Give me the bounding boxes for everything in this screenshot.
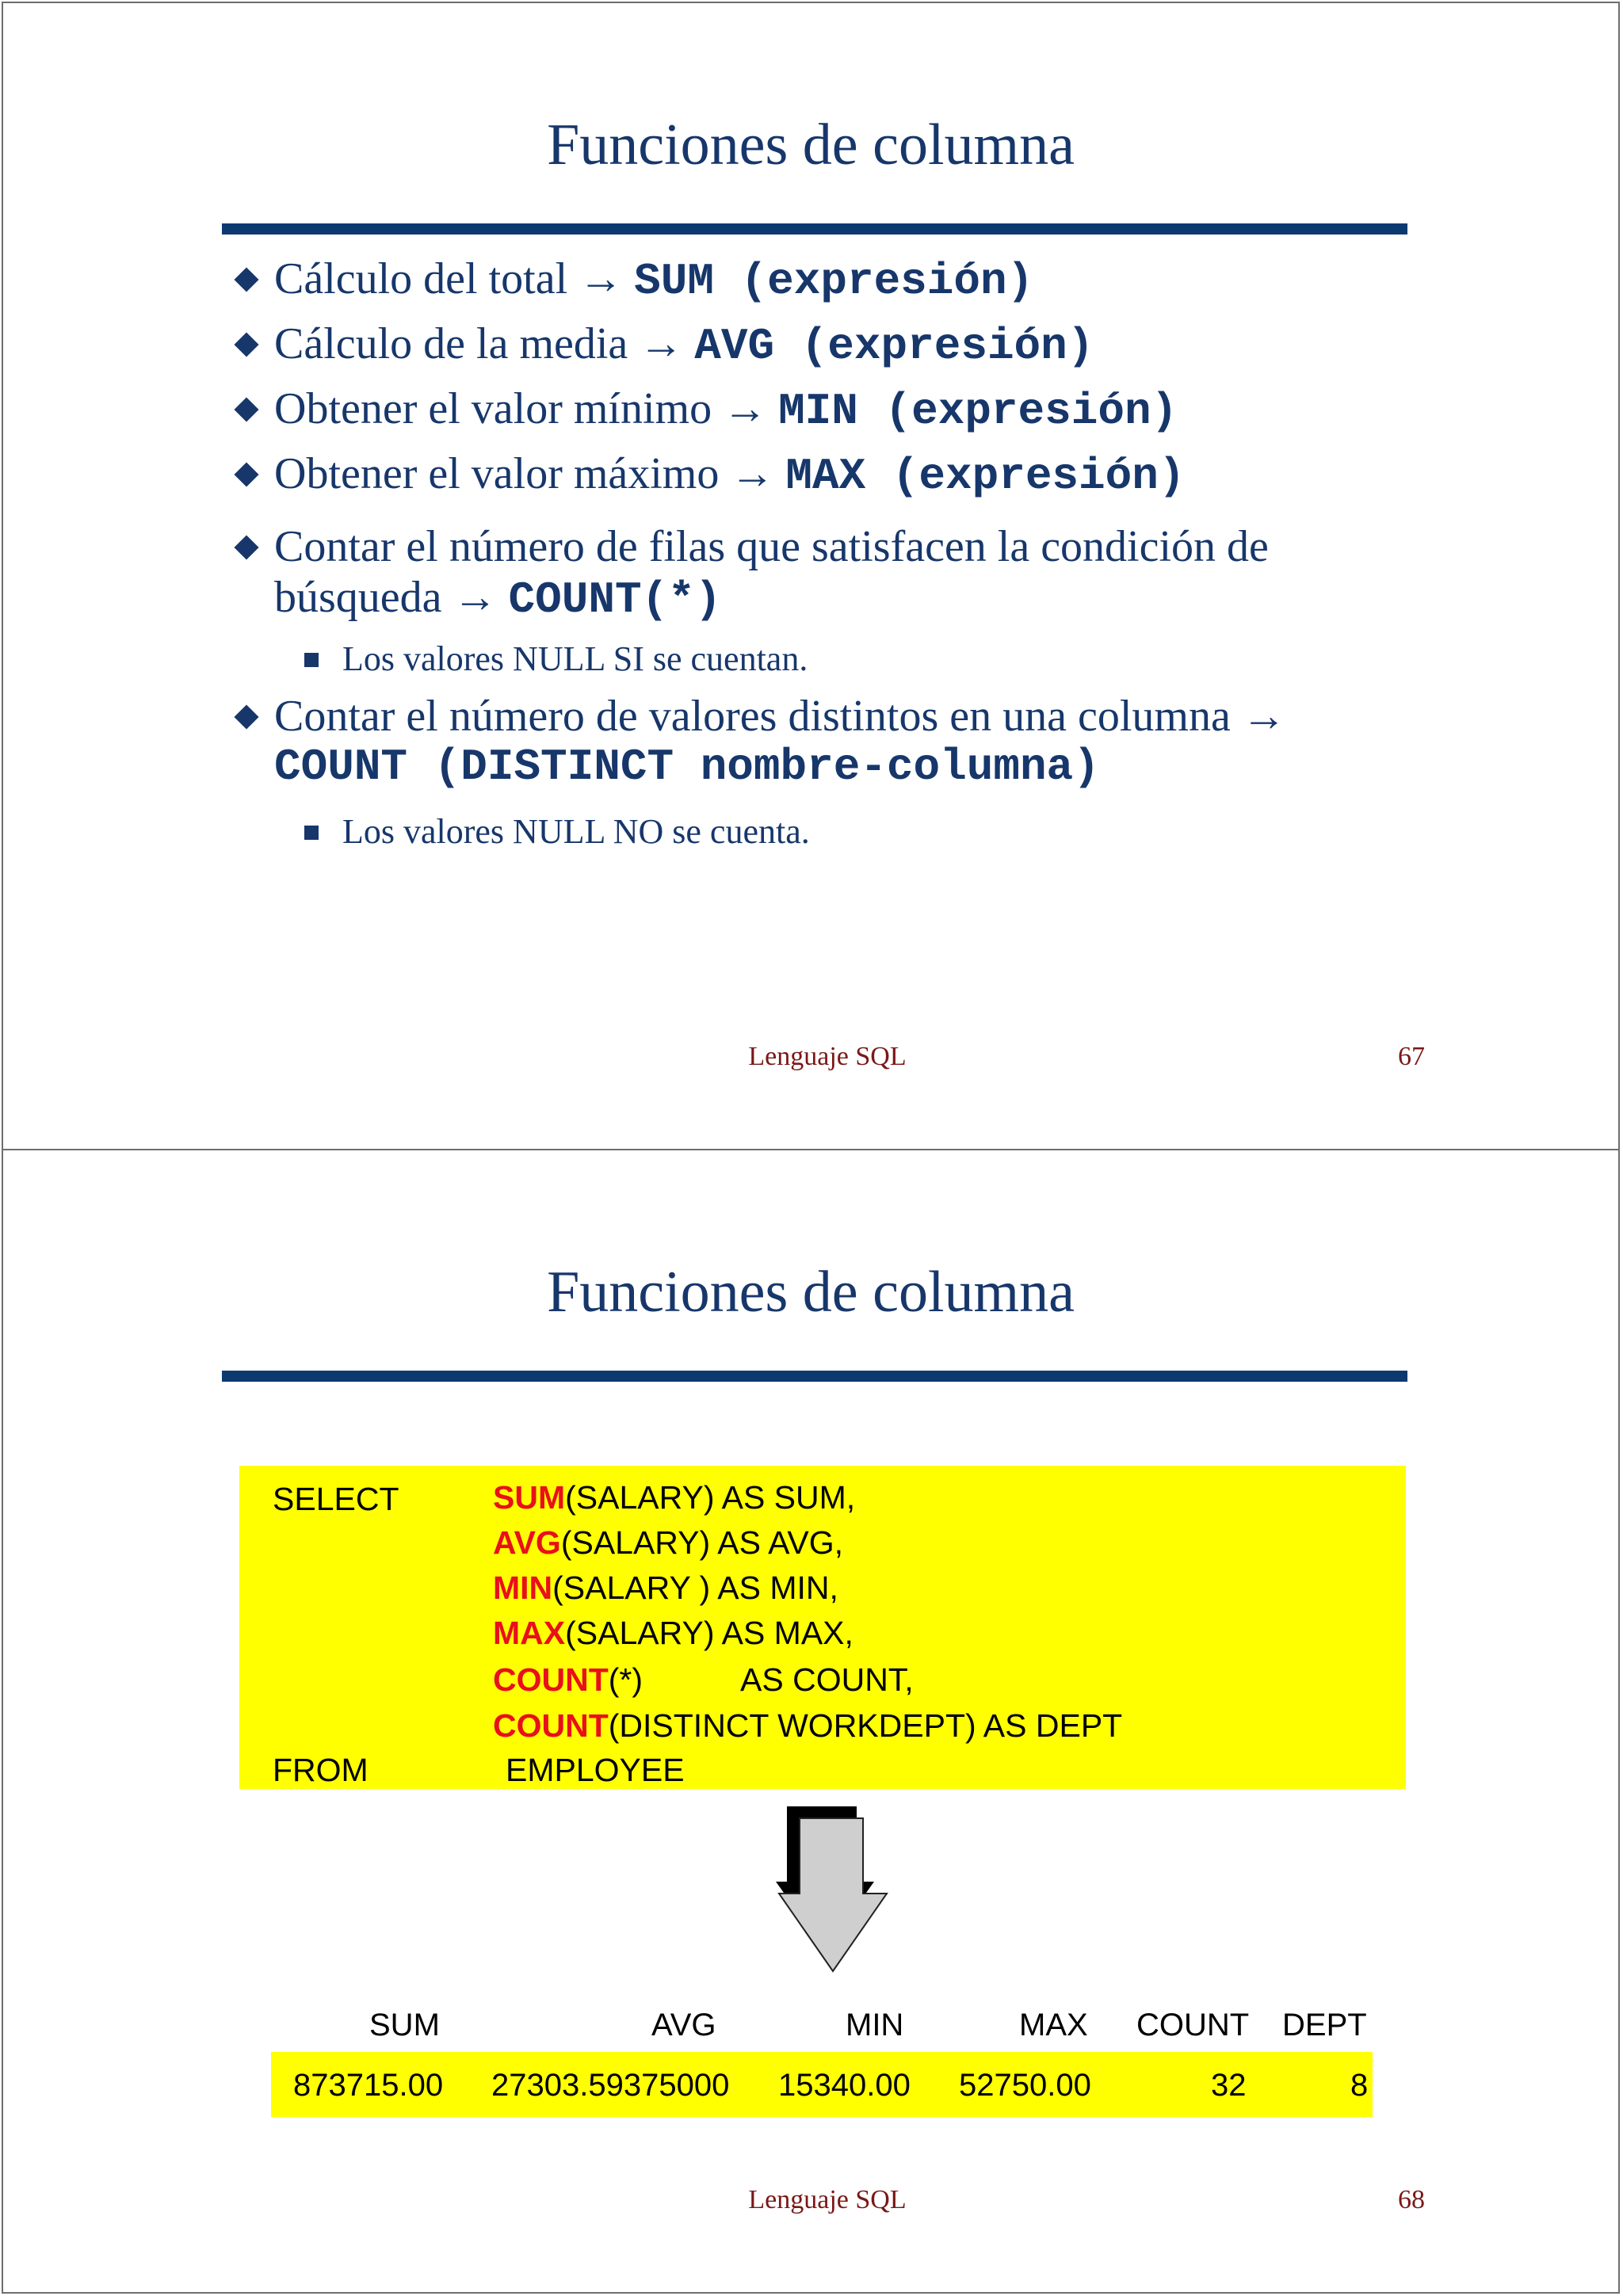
diamond-bullet-icon: [234, 332, 258, 357]
title-rule: [222, 1371, 1407, 1382]
sql-query-box: [239, 1466, 1406, 1789]
subbullet-text: Los valores NULL NO se cuenta.: [342, 812, 810, 851]
result-count-value: 32: [1211, 2068, 1247, 2103]
bullet-code: MIN (expresión): [778, 386, 1178, 437]
result-header-min: MIN: [846, 2008, 904, 2042]
sql-line-min: MIN(SALARY ) AS MIN,: [493, 1569, 838, 1606]
sql-line-count-distinct: COUNT(DISTINCT WORKDEPT) AS DEPT: [493, 1707, 1123, 1744]
result-dept-value: 8: [1350, 2068, 1369, 2103]
page-number: 68: [1398, 2185, 1425, 2214]
sql-from-keyword: FROM: [273, 1752, 369, 1788]
sql-line-max: MAX(SALARY) AS MAX,: [493, 1615, 854, 1651]
bullet-code: AVG (expresión): [694, 321, 1094, 372]
diamond-bullet-icon: [234, 462, 258, 486]
bullet-text-line1: Contar el número de filas que satisfacen la condición de: [274, 522, 1269, 571]
diamond-bullet-icon: [234, 397, 258, 421]
result-header-count: COUNT: [1136, 2008, 1250, 2042]
title-rule: [222, 223, 1407, 235]
result-min-value: 15340.00: [778, 2068, 911, 2103]
slide-title: Funciones de columna: [547, 113, 1075, 177]
result-row: [271, 2052, 1373, 2117]
down-arrow-icon: [776, 1806, 895, 1973]
bullet-text: búsqueda →: [274, 573, 509, 622]
diamond-bullet-icon: [234, 535, 258, 559]
square-bullet-icon: [304, 826, 319, 840]
sql-select-keyword: SELECT: [273, 1481, 399, 1517]
result-header-sum: SUM: [369, 2008, 440, 2042]
bullet-text: Cálculo de la media →: [274, 319, 695, 368]
footer-label: Lenguaje SQL: [748, 2185, 907, 2214]
bullet-text: Obtener el valor máximo →: [274, 449, 786, 498]
footer-label: Lenguaje SQL: [748, 1042, 907, 1071]
slide-68: [2, 1149, 1620, 2294]
sql-line-count: COUNT(*): [493, 1661, 643, 1698]
bullet-code: MAX (expresión): [785, 451, 1186, 502]
slide-title: Funciones de columna: [547, 1260, 1075, 1325]
slide-67: [2, 2, 1620, 1150]
bullet-text: Cálculo del total →: [274, 254, 635, 303]
bullet-text-line1: Contar el número de valores distintos en una columna →: [274, 692, 1286, 741]
result-header-avg: AVG: [651, 2008, 716, 2042]
diamond-bullet-icon: [234, 267, 258, 292]
bullet-code: COUNT(*): [508, 574, 722, 625]
square-bullet-icon: [304, 653, 319, 667]
diamond-bullet-icon: [234, 704, 258, 729]
subbullet-text: Los valores NULL SI se cuentan.: [342, 639, 808, 678]
sql-count-alias: AS COUNT,: [740, 1661, 914, 1698]
sql-table-name: EMPLOYEE: [506, 1752, 685, 1788]
bullet-code: COUNT (DISTINCT nombre-columna): [274, 742, 1100, 792]
bullet-code: SUM (expresión): [634, 256, 1034, 307]
page-number: 67: [1398, 1042, 1425, 1071]
bullet-text: Obtener el valor mínimo →: [274, 384, 779, 433]
result-max-value: 52750.00: [959, 2068, 1091, 2103]
result-avg-value: 27303.59375000: [491, 2068, 730, 2103]
sql-line-sum: SUM(SALARY) AS SUM,: [493, 1479, 856, 1516]
result-sum-value: 873715.00: [293, 2068, 444, 2103]
result-header-dept: DEPT: [1282, 2008, 1367, 2042]
sql-line-avg: AVG(SALARY) AS AVG,: [493, 1524, 844, 1561]
result-header-max: MAX: [1019, 2008, 1088, 2042]
